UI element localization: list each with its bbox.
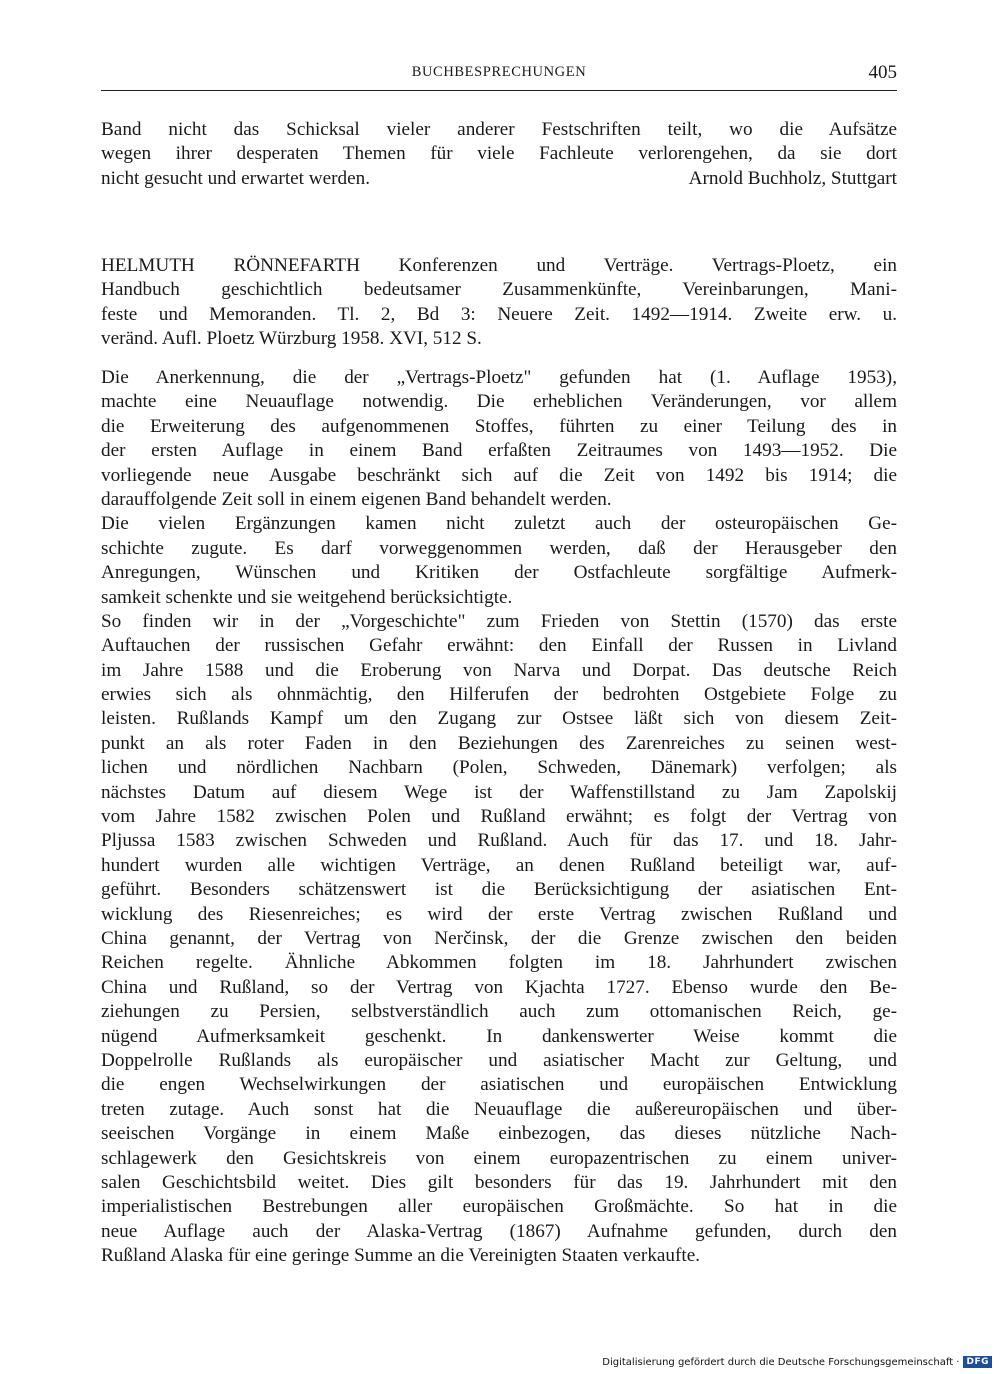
text-line: Auftauchen der russischen Gefahr erwähnt: den Einfall der Russen in Livland bbox=[101, 635, 897, 657]
paragraph bbox=[101, 610, 897, 1269]
previous-review-ending bbox=[101, 118, 897, 191]
text-line: imperialistischen Bestrebungen aller europäischen Großmächte. So hat in die bbox=[101, 1196, 897, 1218]
text-line: seeischen Vorgänge in einem Maße einbezogen, das dieses nützliche Nach- bbox=[101, 1123, 897, 1145]
text-line: China und Rußland, so der Vertrag von Kjachta 1727. Ebenso wurde den Be- bbox=[101, 976, 897, 998]
running-header bbox=[101, 62, 897, 91]
text-line: machte eine Neuauflage notwendig. Die erheblichen Veränderungen, vor allem bbox=[101, 391, 897, 413]
text-line: erwies sich als ohnmächtig, den Hilferufen der bedrohten Ostgebiete Folge zu bbox=[101, 684, 897, 706]
review-body bbox=[101, 366, 897, 1268]
text-line: hundert wurden alle wichtigen Verträge, an denen Rußland beteiligt war, auf- bbox=[101, 854, 897, 876]
text-line: vorliegende neue Ausgabe beschränkt sich auf die Zeit von 1492 bis 1914; die bbox=[101, 464, 897, 486]
text-line: Doppelrolle Rußlands als europäischer und asiatischer Macht zur Geltung, und bbox=[101, 1049, 897, 1071]
text-line: So finden wir in der „Vorgeschichte" zum Frieden von Stettin (1570) das erste bbox=[101, 610, 897, 632]
text-line: darauffolgende Zeit soll in einem eigenen Band behandelt werden. bbox=[101, 488, 612, 510]
text-line: die Erweiterung des aufgenommenen Stoffes, führten zu einer Teilung des in bbox=[101, 415, 897, 437]
heading-line: veränd. Aufl. Ploetz Würzburg 1958. XVI, 512 S. bbox=[101, 328, 482, 350]
text-line: wicklung des Riesenreiches; es wird der erste Vertrag zwischen Rußland und bbox=[101, 903, 897, 925]
text-line: neue Auflage auch der Alaska-Vertrag (1867) Aufnahme gefunden, durch den bbox=[101, 1220, 897, 1242]
text-line: geführt. Besonders schätzenswert ist die Berücksichtigung der asiatischen Ent- bbox=[101, 879, 897, 901]
text-line: Die vielen Ergänzungen kamen nicht zuletzt auch der osteuropäischen Ge- bbox=[101, 513, 897, 535]
closing-line bbox=[101, 167, 897, 191]
text-line: Pljussa 1583 zwischen Schweden und Rußland. Auch für das 17. und 18. Jahr- bbox=[101, 830, 897, 852]
text-line: samkeit schenkte und sie weitgehend berücksichtigte. bbox=[101, 586, 513, 608]
text-line: die engen Wechselwirkungen der asiatischen und europäischen Entwicklung bbox=[101, 1074, 897, 1096]
text-line: salen Geschichtsbild weitet. Dies gilt besonders für das 19. Jahrhundert mit den bbox=[101, 1171, 897, 1193]
text-line: Reichen regelte. Ähnliche Abkommen folgten im 18. Jahrhundert zwischen bbox=[101, 952, 897, 974]
text-line: der ersten Auflage in einem Band erfaßten Zeitraumes von 1493—1952. Die bbox=[101, 440, 897, 462]
heading-line: HELMUTH RÖNNEFARTH Konferenzen und Verträge. Vertrags-Ploetz, ein bbox=[101, 255, 897, 276]
paragraph bbox=[101, 512, 897, 610]
text-line: nicht gesucht und erwartet werden. bbox=[101, 167, 371, 189]
text-line: nächstes Datum auf diesem Wege ist der Waffenstillstand zu Jam Zapolskij bbox=[101, 781, 897, 803]
text-line: Anregungen, Wünschen und Kritiken der Ostfachleute sorgfältige Aufmerk- bbox=[101, 562, 897, 584]
paragraph bbox=[101, 366, 897, 512]
dfg-logo: DFG bbox=[963, 1356, 992, 1368]
page-number: 405 bbox=[868, 62, 897, 83]
reviewer-signature: Arnold Buchholz, Stuttgart bbox=[688, 167, 897, 189]
text-line: nügend Aufmerksamkeit geschenkt. In dankenswerter Weise kommt die bbox=[101, 1025, 897, 1047]
heading-line: Handbuch geschichtlich bedeutsamer Zusammenkünfte, Vereinbarungen, Mani- bbox=[101, 279, 897, 301]
text-line: lichen und nördlichen Nachbarn (Polen, Schweden, Dänemark) verfolgen; als bbox=[101, 757, 897, 779]
text-line: wegen ihrer desperaten Themen für viele Fachleute verlorengehen, da sie dort bbox=[101, 143, 897, 165]
text-line: treten zutage. Auch sonst hat die Neuauflage die außereuropäischen und über- bbox=[101, 1098, 897, 1120]
heading-line: feste und Memoranden. Tl. 2, Bd 3: Neuere Zeit. 1492—1914. Zweite erw. u. bbox=[101, 303, 897, 325]
running-title: BUCHBESPRECHUNGEN bbox=[411, 64, 587, 80]
text-line: punkt an als roter Faden in den Beziehungen des Zarenreiches zu seinen west- bbox=[101, 732, 897, 754]
text-line: Band nicht das Schicksal vieler anderer Festschriften teilt, wo die Aufsätze bbox=[101, 119, 897, 140]
text-line: vom Jahre 1582 zwischen Polen und Rußland erwähnt; es folgt der Vertrag von bbox=[101, 806, 897, 828]
credit-text: Digitalisierung gefördert durch die Deutsche Forschungsgemeinschaft · bbox=[602, 1356, 960, 1368]
digitization-credit bbox=[602, 1356, 992, 1368]
text-line: im Jahre 1588 und die Eroberung von Narva und Dorpat. Das deutsche Reich bbox=[101, 659, 897, 681]
text-line: schlagewerk den Gesichtskreis von einem europazentrischen zu einem univer- bbox=[101, 1147, 897, 1169]
text-line: China genannt, der Vertrag von Nerčinsk, der die Grenze zwischen den beiden bbox=[101, 927, 897, 949]
text-line: Rußland Alaska für eine geringe Summe an die Vereinigten Staaten verkaufte. bbox=[101, 1245, 701, 1267]
text-line: schichte zugute. Es darf vorweggenommen werden, daß der Herausgeber den bbox=[101, 537, 897, 559]
text-line: ziehungen zu Persien, selbstverständlich auch zum ottomanischen Reich, ge- bbox=[101, 1001, 897, 1023]
text-line: leisten. Rußlands Kampf um den Zugang zur Ostsee läßt sich von diesem Zeit- bbox=[101, 708, 897, 730]
review-bibliographic-heading bbox=[101, 254, 897, 352]
text-line: Die Anerkennung, die der „Vertrags-Ploetz" gefunden hat (1. Auflage 1953), bbox=[101, 367, 897, 388]
